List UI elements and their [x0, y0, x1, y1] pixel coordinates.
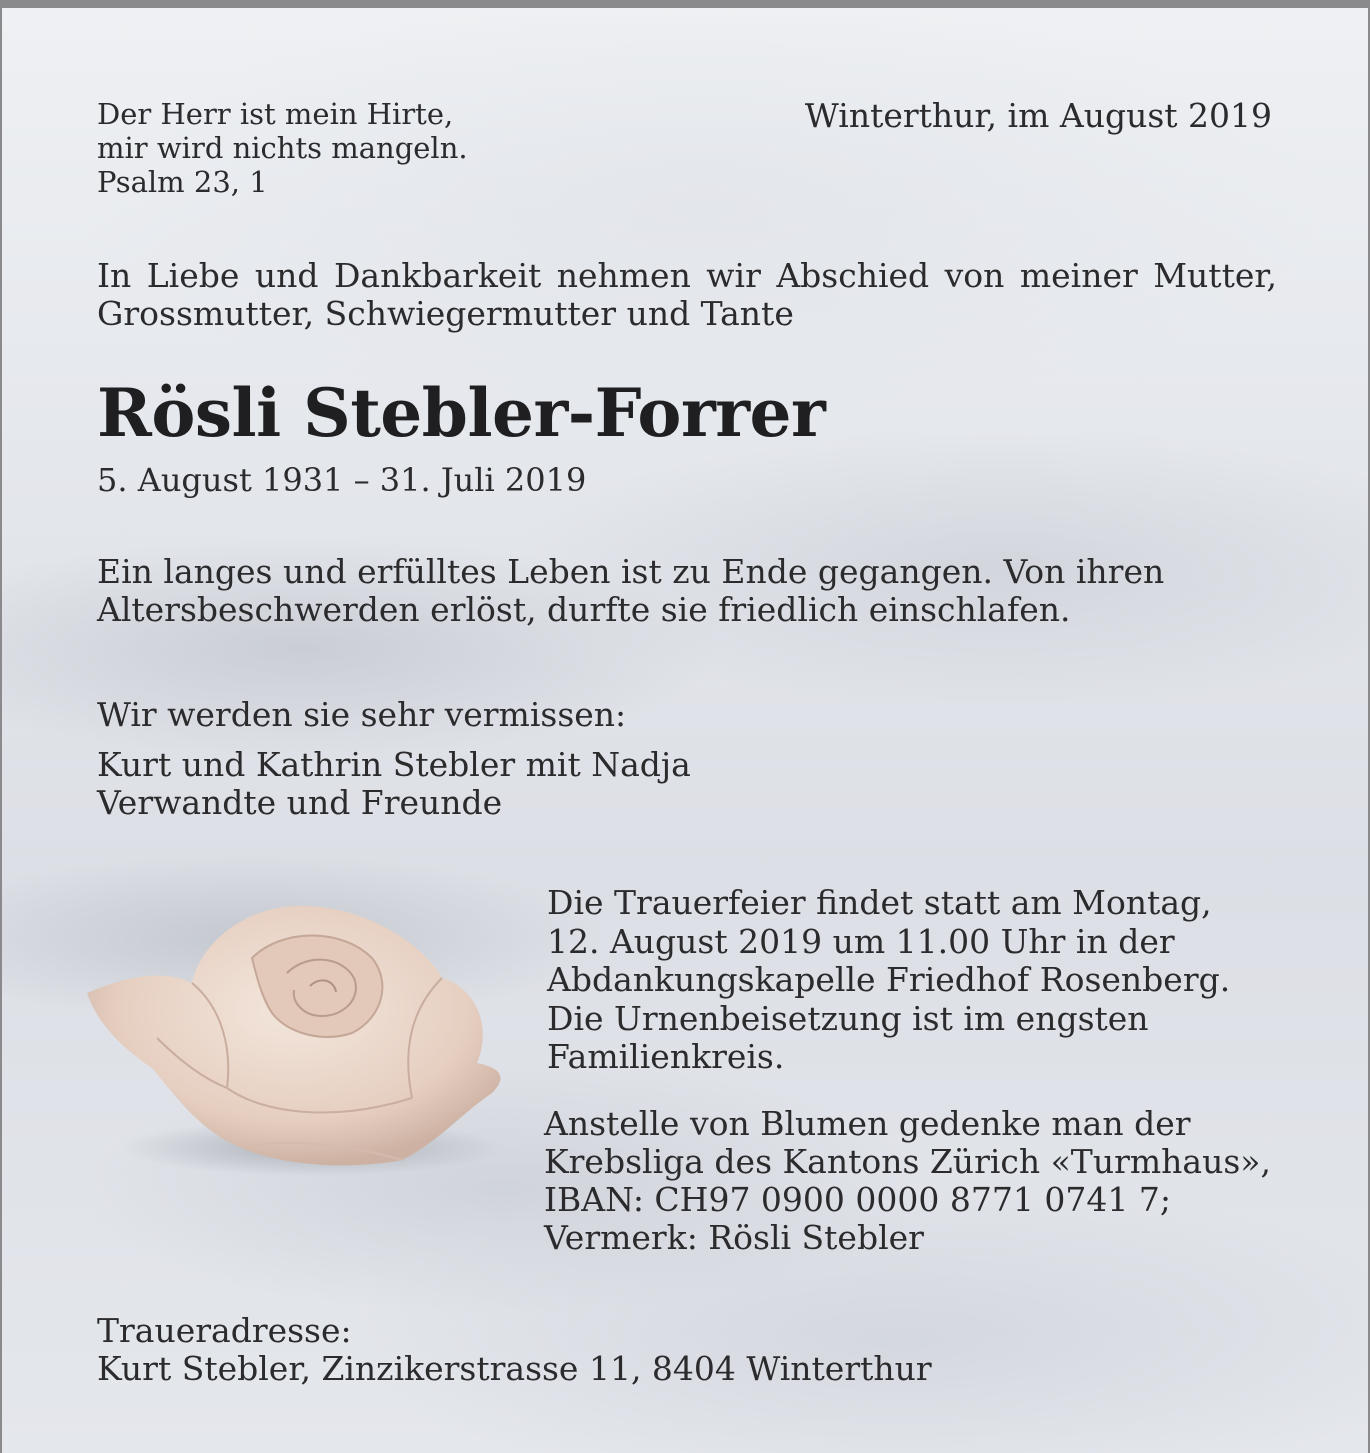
life-text-line-1: Ein langes und erfülltes Leben ist zu Ende gegangen. Von ihren: [97, 552, 1165, 591]
deceased-name: Rösli Stebler-Forrer: [97, 374, 826, 452]
psalm-reference: Psalm 23, 1: [97, 165, 268, 199]
place-date: Winterthur, im August 2019: [804, 96, 1272, 135]
mourning-address: [97, 1312, 932, 1388]
address-heading: Traueradresse:: [97, 1311, 352, 1350]
mourners-heading: Wir werden sie sehr vermissen:: [97, 695, 627, 734]
ceremony-line-1: Die Trauerfeier findet statt am Montag,: [547, 883, 1212, 922]
mourner-line-1: Kurt und Kathrin Stebler mit Nadja: [97, 745, 691, 784]
psalm-line-2: mir wird nichts mangeln.: [97, 131, 468, 165]
intro-text: [97, 257, 1277, 333]
intro-line-1: In Liebe und Dankbarkeit nehmen wir Abschied von meiner Mutter,: [97, 256, 1277, 295]
life-text: [97, 553, 1164, 629]
ceremony-info: [547, 884, 1230, 1077]
life-dates: 5. August 1931 – 31. Juli 2019: [97, 461, 587, 499]
donation-line-1: Anstelle von Blumen gedenke man der: [544, 1104, 1191, 1143]
donation-line-2: Krebsliga des Kantons Zürich «Turmhaus»,: [544, 1142, 1271, 1181]
psalm-quote: [97, 97, 468, 199]
rose-icon: [82, 898, 512, 1178]
mourner-line-2: Verwandte und Freunde: [97, 783, 503, 822]
mourners-list: [97, 746, 691, 822]
ceremony-line-4: Die Urnenbeisetzung ist im engsten: [547, 998, 1149, 1038]
donation-reference: Vermerk: Rösli Stebler: [544, 1218, 924, 1257]
intro-line-2: Grossmutter, Schwiegermutter und Tante: [97, 294, 794, 333]
psalm-line-1: Der Herr ist mein Hirte,: [97, 97, 454, 131]
life-text-line-2: Altersbeschwerden erlöst, durfte sie friedlich einschlafen.: [97, 590, 1071, 629]
donation-info: [544, 1105, 1271, 1257]
address-line: Kurt Stebler, Zinzikerstrasse 11, 8404 Winterthur: [97, 1349, 932, 1388]
ceremony-line-3: Abdankungskapelle Friedhof Rosenberg.: [547, 960, 1231, 999]
ceremony-line-2: 12. August 2019 um 11.00 Uhr in der: [547, 921, 1175, 961]
donation-iban: IBAN: CH97 0900 0000 8771 0741 7;: [544, 1180, 1171, 1219]
ceremony-line-5: Familienkreis.: [547, 1037, 785, 1076]
